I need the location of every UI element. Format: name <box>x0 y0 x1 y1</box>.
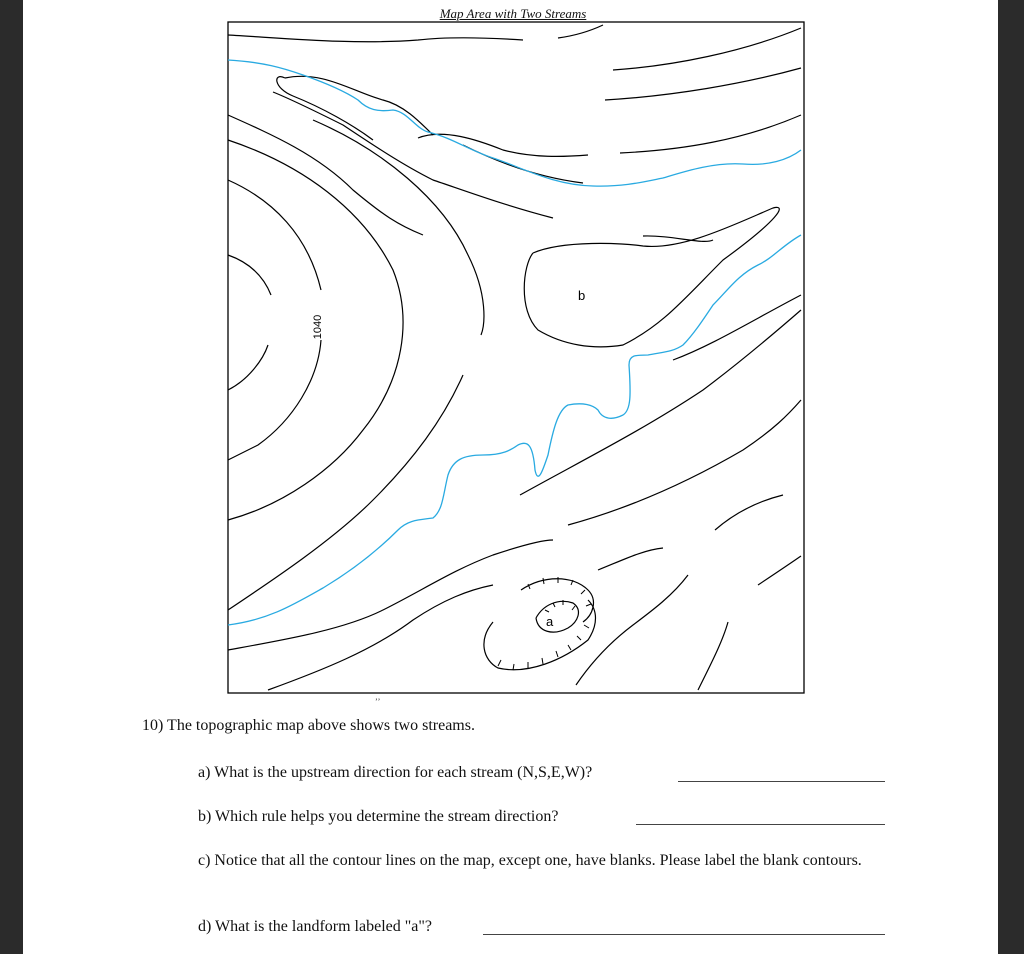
hachure-marks <box>498 577 591 670</box>
map-title: Map Area with Two Streams <box>439 6 587 21</box>
point-a-label: a <box>546 614 554 629</box>
contour-label-1040: 1040 <box>312 314 324 340</box>
answer-blank-a[interactable] <box>678 781 885 782</box>
question-10: 10) The topographic map above shows two streams. <box>142 717 475 734</box>
answer-blank-b[interactable] <box>636 824 885 825</box>
question-a: a) What is the upstream direction for each stream (N,S,E,W)? <box>198 764 593 781</box>
streams <box>228 60 801 625</box>
stream-south <box>228 235 801 625</box>
topographic-map <box>23 0 998 700</box>
contour-lines <box>228 25 801 690</box>
question-b: b) Which rule helps you determine the stream direction? <box>198 808 559 825</box>
question-d: d) What is the landform labeled "a"? <box>198 918 433 935</box>
stray-mark: ʼʼ <box>375 697 381 706</box>
worksheet-page <box>23 0 998 954</box>
question-c: c) Notice that all the contour lines on the map, except one, have blanks. Please label the blank contours. <box>198 852 862 869</box>
point-b-label: b <box>578 288 586 303</box>
answer-blank-d[interactable] <box>483 934 885 935</box>
